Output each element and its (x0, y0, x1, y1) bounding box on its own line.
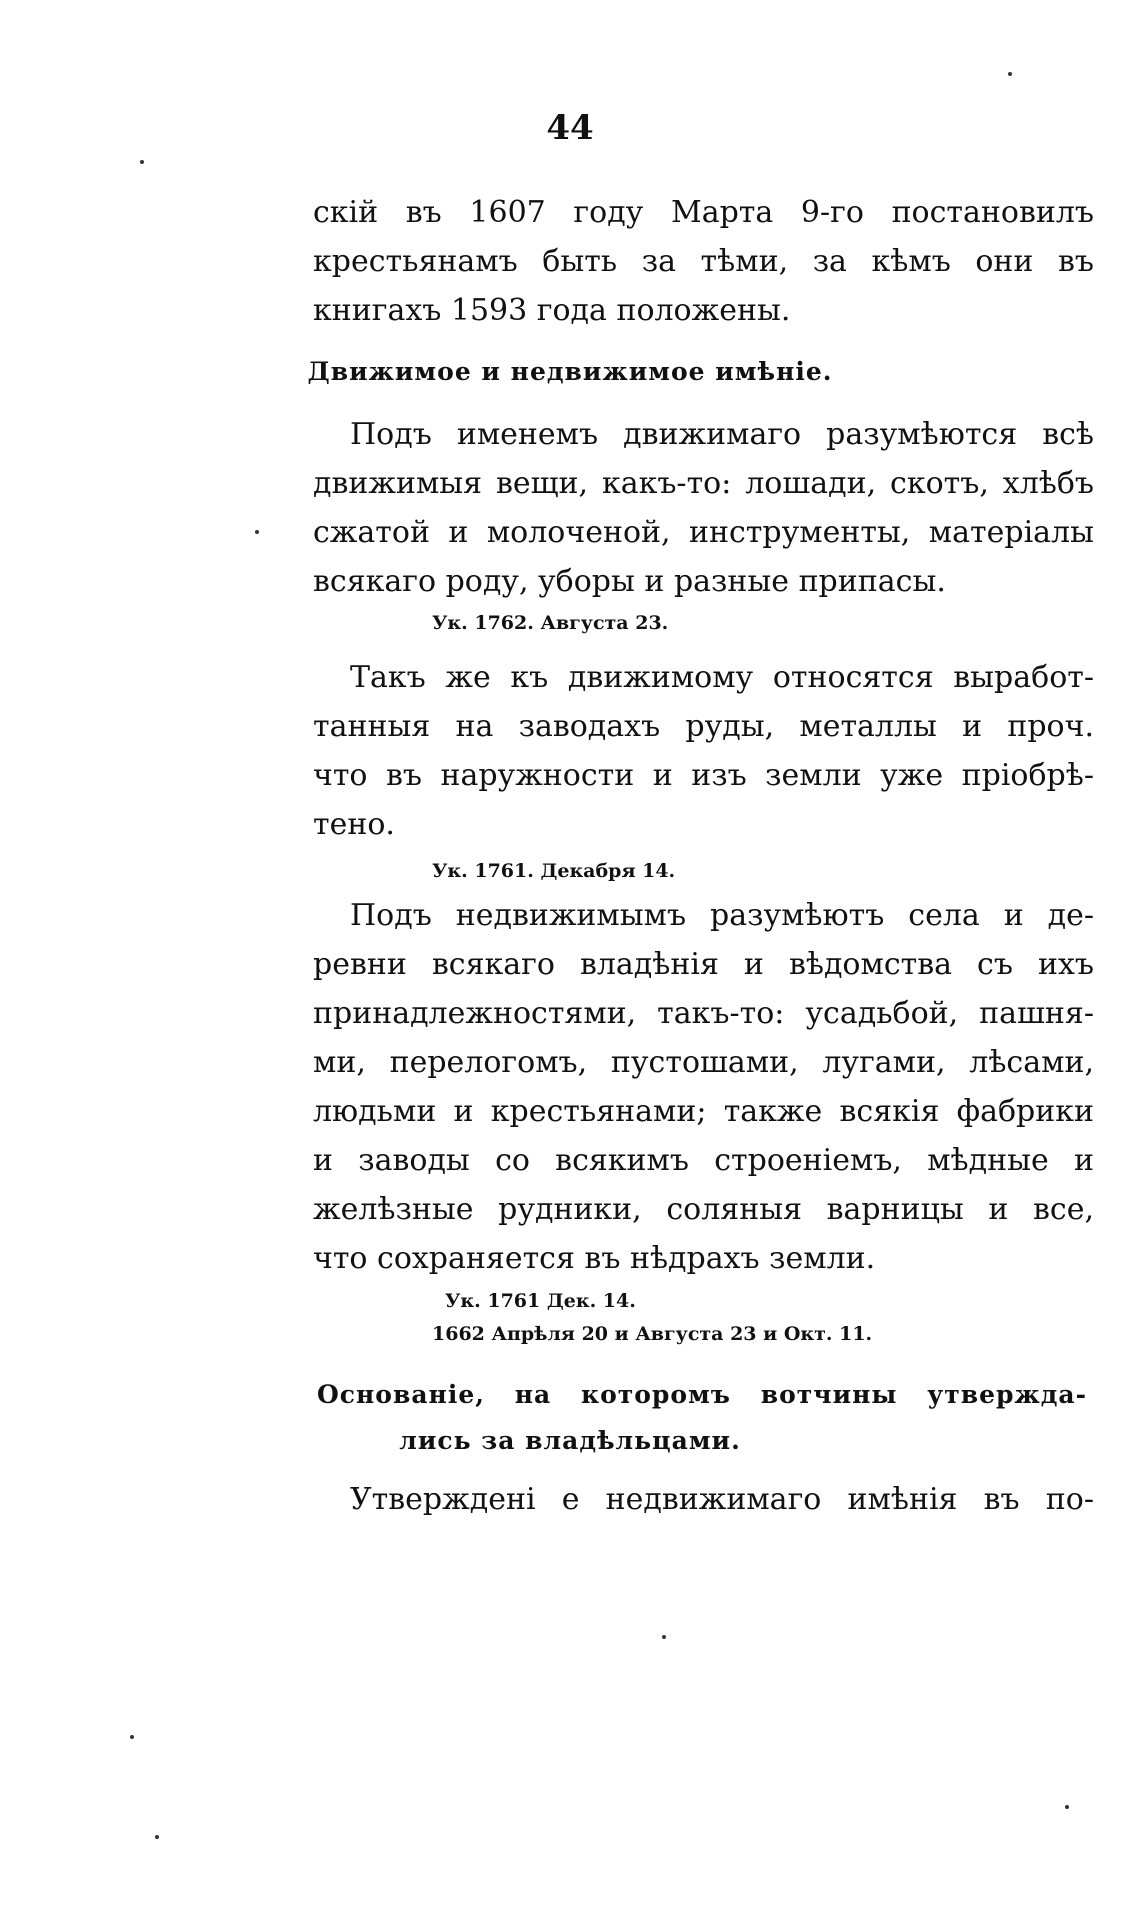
page-number: 44 (546, 108, 594, 148)
text-line: всякаго роду, уборы и разные припасы. (313, 564, 946, 599)
text-line: и заводы со всякимъ строеніемъ, мѣдные и (313, 1143, 1094, 1178)
decree-reference: Ук. 1761 Дек. 14. (445, 1290, 636, 1312)
decree-reference: 1662 Апрѣля 20 и Августа 23 и Окт. 11. (432, 1323, 873, 1345)
text-line: Подъ недвижимымъ разумѣютъ села и де- (350, 898, 1094, 933)
text-line: людьми и крестьянами; также всякія фабрики (313, 1094, 1094, 1129)
text-line: что сохраняется въ нѣдрахъ земли. (313, 1241, 876, 1276)
text-line: Такъ же къ движимому относятся выработ- (350, 660, 1094, 695)
text-line: принадлежностями, такъ-то: усадьбой, пашня- (313, 996, 1094, 1031)
text-line: ми, перелогомъ, пустошами, лугами, лѣсами, (313, 1045, 1094, 1080)
text-line: желѣзные рудники, соляныя варницы и все, (313, 1192, 1094, 1227)
text-line: что въ наружности и изъ земли уже пріобрѣ- (313, 758, 1094, 793)
text-line: тено. (313, 807, 395, 842)
print-speck (255, 530, 259, 534)
section-heading: лись за владѣльцами. (399, 1426, 741, 1455)
text-line: танныя на заводахъ руды, металлы и проч. (313, 709, 1094, 744)
text-line: Подъ именемъ движимаго разумѣются всѣ (350, 417, 1094, 452)
print-speck (130, 1735, 134, 1739)
text-line: движимыя вещи, какъ-то: лошади, скотъ, хлѣбъ (313, 466, 1094, 501)
section-heading: Движимое и недвижимое имѣніе. (307, 357, 833, 386)
text-line: скій въ 1607 году Марта 9-го постановилъ (313, 195, 1094, 230)
print-speck (140, 160, 144, 164)
decree-reference: Ук. 1762. Августа 23. (432, 612, 669, 634)
text-line: книгахъ 1593 года положены. (313, 293, 791, 328)
print-speck (1065, 1805, 1069, 1809)
section-heading: Основаніе, на которомъ вотчины утвержда- (317, 1380, 1087, 1409)
text-line: Утверждені е недвижимаго имѣнія въ по- (350, 1482, 1094, 1517)
print-speck (1008, 72, 1012, 76)
text-line: крестьянамъ быть за тѣми, за кѣмъ они въ (313, 244, 1094, 279)
text-line: сжатой и молоченой, инструменты, матеріалы (313, 515, 1094, 550)
text-line: ревни всякаго владѣнія и вѣдомства съ ихъ (313, 947, 1094, 982)
print-speck (662, 1635, 666, 1639)
decree-reference: Ук. 1761. Декабря 14. (432, 860, 676, 882)
print-speck (155, 1835, 159, 1839)
